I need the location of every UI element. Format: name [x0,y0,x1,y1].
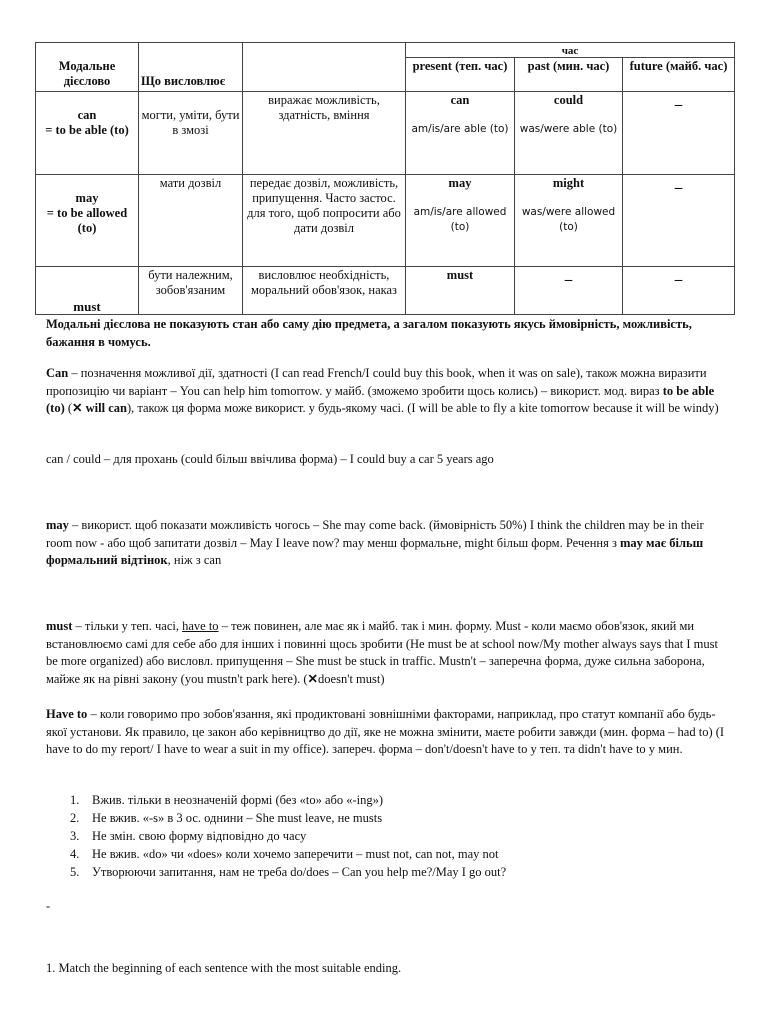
may-lead: may [46,518,69,532]
past-equiv: was/were able (to) [519,123,618,135]
table-row [36,92,735,175]
header-past: past (мин. час) [515,58,623,92]
must-text-2: – теж повинен, але має як і майб. так і мин. форму. Must - коли маємо обов'язок, який ми встановлюємо самі для себе або для інших і повинні щось зробити (He must be at school now/My mother always says that I must be more organized) або висловл. припущення – She must be stuck in traffic. Mustn't – заперечна форма, дуже сильна заборона, майже як на рівні закону (you mustn't park here). ( [46,619,718,686]
modal-verbs-table [35,42,735,315]
past-cell [515,175,623,267]
present-main: may [448,176,472,190]
present-cell [406,175,515,267]
table-row [36,175,735,267]
what-cell: мати дозвіл [139,175,243,267]
can-lead: Can [46,366,69,380]
future-cell: – [623,175,735,267]
list-item: 4. Не вжив. «do» чи «does» коли хочемо заперечити – must not, can not, may not [70,847,499,861]
modal-equiv: = to be allowed (to) [46,206,128,235]
meaning-cell: виражає можливість, здатність, вміння [243,92,406,175]
dash-mark: - [46,899,51,913]
intro-paragraph: Модальні дієслова не показують стан або саму дію предмета, а загалом показують якусь ймовірність, можливість, бажання в чомусь. [46,317,692,349]
may-paragraph [46,517,726,570]
header-blank [243,43,406,92]
may-text-1: – використ. щоб показати можливість чогось – She may come back. (ймовірність 50%) I think the children may be in their room now - або щоб запитати дозвіл – May I leave now? may менш формальне, might більш форм. Речення з [46,518,704,550]
past-cell: – [515,267,623,315]
can-text-2: ( [64,401,73,415]
list-item: 5. Утворюючи запитання, нам не треба do/does – Can you help me?/May I go out? [70,865,507,879]
modal-cell [36,92,139,175]
can-text-3: ), також ця форма може використ. у будь-якому часі. (I will be able to fly a kite tomorrow because it will be windy) [126,401,719,415]
exercise-heading: 1. Match the beginning of each sentence with the most suitable ending. [46,961,402,975]
list-item: 3. Не змін. свою форму відповідно до часу [70,829,307,843]
past-main: could [553,93,584,107]
modal-equiv: = to be able (to) [45,123,129,137]
header-modal: Модальне дієслово [36,43,139,92]
modal-main: can [77,108,97,122]
rules-list-wrap [46,791,726,881]
header-future: future (майб. час) [623,58,735,92]
must-have-to: have to [182,619,219,633]
meaning-cell: передає дозвіл, можливість, припущення. Часто застос. для того, щоб попросити або дати дозвіл [243,175,406,267]
can-bold-2: will can [82,401,127,415]
modal-main: must [36,267,139,315]
list-item: 1. Вжив. тільки в неозначеній формі (без «to» або «-ing») [70,793,384,807]
rules-list [46,791,726,881]
must-text-1: – тільки у теп. часі, [72,619,183,633]
have-to-paragraph [46,706,726,759]
present-main: can [450,93,470,107]
may-text-2: , ніж з can [167,553,222,567]
modal-cell [36,175,139,267]
cross-icon: ✕ [72,401,83,415]
header-time: час [406,43,735,58]
can-paragraph [46,365,726,418]
must-lead: must [46,619,73,633]
present-equiv: am/is/are able (to) [411,123,509,135]
past-equiv: was/were allowed (to) [521,206,616,233]
table-row [36,267,735,315]
can-text-1: – позначення можливої дії, здатності (I can read French/I could buy this book, when it was on sale), також можна виразити пропозицію чи варіант – You can help him tomorrow. у майб. (зможемо зробити щось колись) – використ. мод. вираз [46,366,707,398]
past-cell [515,92,623,175]
present-main: must [406,267,515,315]
meaning-cell: висловлює необхідність, моральний обов'язок, наказ [243,267,406,315]
must-paragraph [46,618,726,688]
list-item: 2. Не вжив. «-s» в 3 ос. однини – She must leave, не musts [70,811,383,825]
may-bold: may має більш формальний відтінок [46,535,704,567]
must-text-3: doesn't must) [318,671,385,686]
header-present: present (теп. час) [406,58,515,92]
present-equiv: am/is/are allowed (to) [413,206,507,233]
cross-icon: ✕ [307,671,319,686]
have-to-lead: Have to [46,707,88,721]
can-could-paragraph: can / could – для прохань (could більш ввічлива форма) – I could buy a car 5 years ago [46,452,494,466]
what-cell: могти, уміти, бути в змозі [139,92,243,175]
have-to-text: – коли говоримо про зобов'язання, які продиктовані зовнішніми факторами, наприклад, про статут компанії або будь-якої установи. Як правило, це закон або керівництво до дії, яке не можна змінити, маєте робити завжди (мин. форма – had to) (I have to do my report/ I have to wear a suit in my office). запереч. форма – don't/doesn't have to у теп. та didn't have to у мин. [46,707,725,756]
future-cell: – [623,267,735,315]
header-what: Що висловлює [139,43,243,92]
modal-main: may [75,191,99,205]
what-cell: бути належним, зобов'язаним [139,267,243,315]
can-bold-1: to be able (to) [46,383,715,415]
past-main: might [552,176,585,190]
future-cell: – [623,92,735,175]
present-cell [406,92,515,175]
